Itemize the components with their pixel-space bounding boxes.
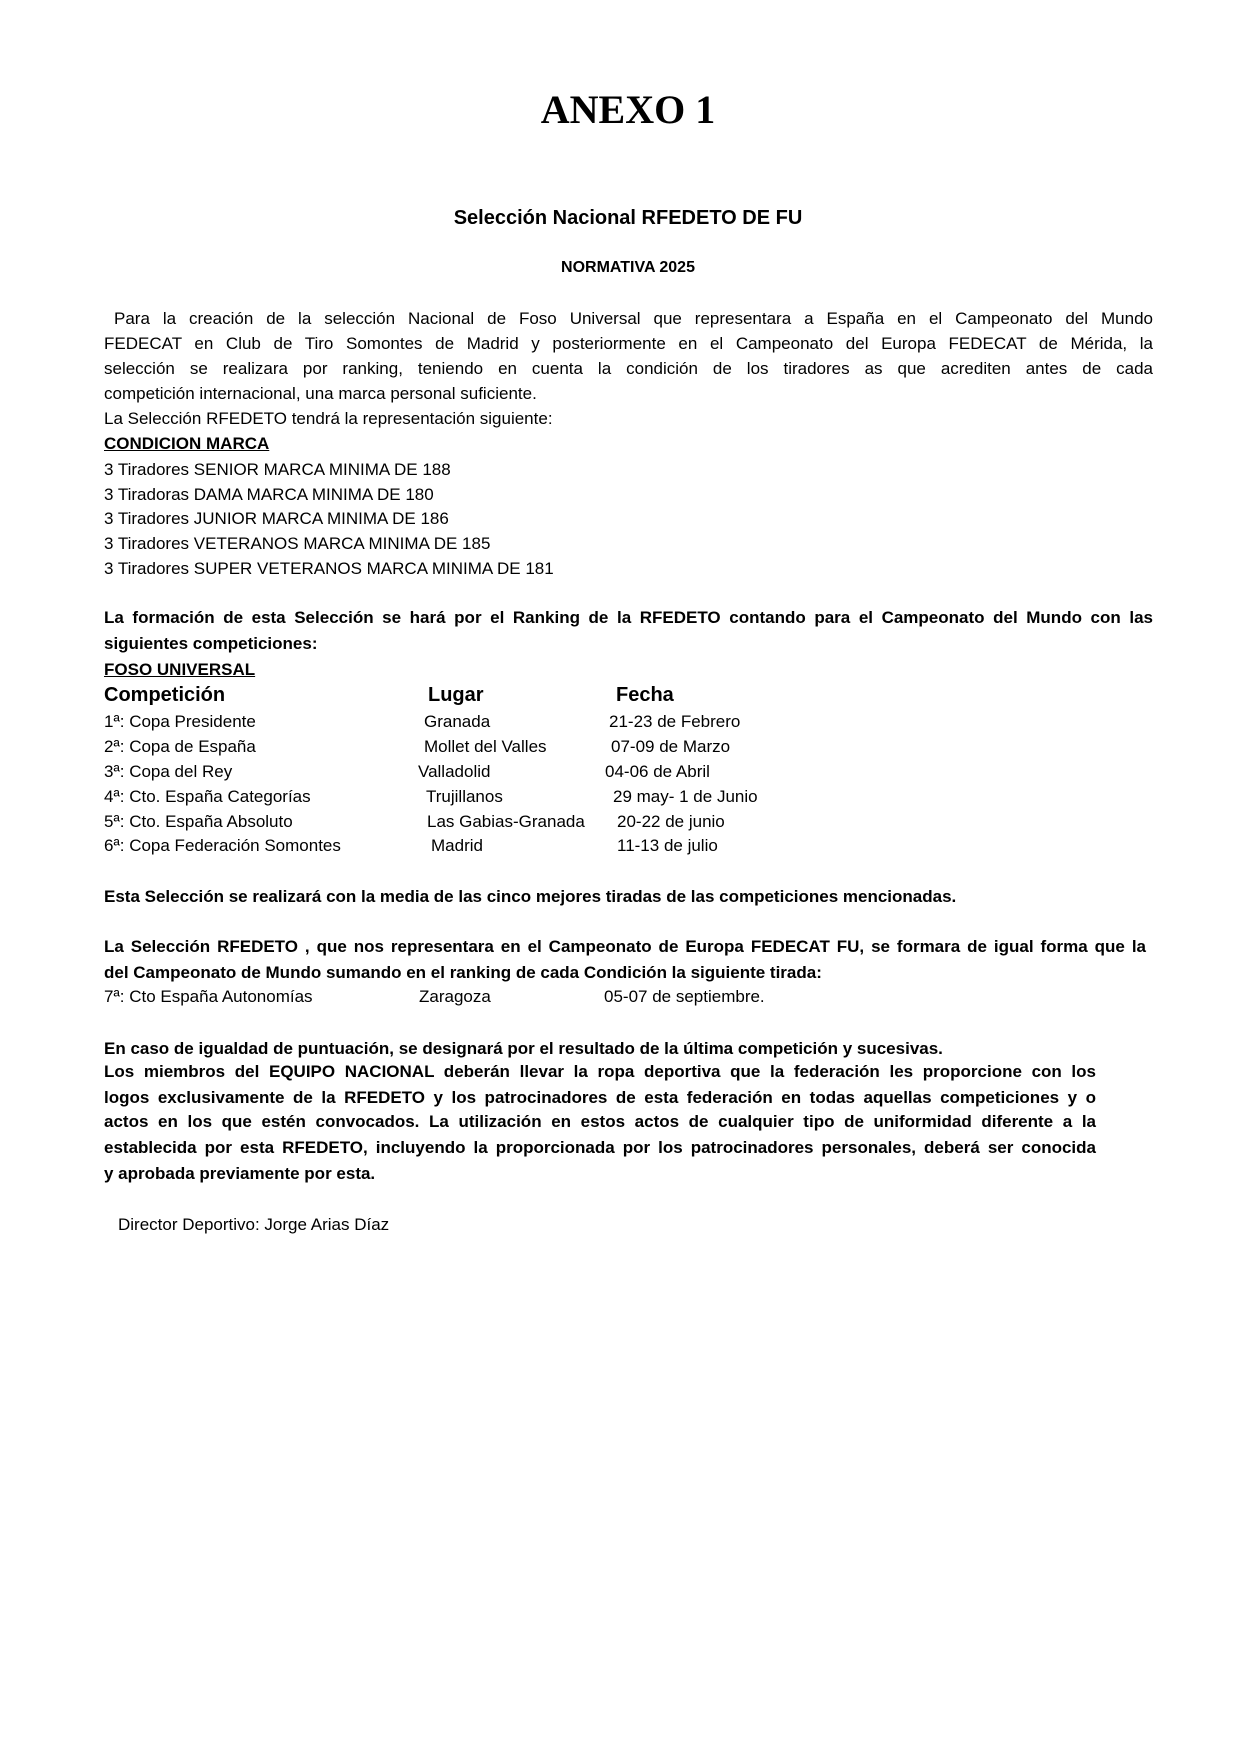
col-header-lugar: Lugar: [428, 684, 484, 706]
cell-lugar: Mollet del Valles: [424, 737, 547, 756]
cell-competicion: 5ª: Cto. España Absoluto: [104, 812, 293, 831]
intro-line: selección se realizara por ranking, teniendo en cuenta la condición de los tiradores as que acrediten antes de cada: [104, 359, 1153, 378]
cell-competicion: 3ª: Copa del Rey: [104, 762, 233, 781]
cell-competicion: 6ª: Copa Federación Somontes: [104, 836, 341, 855]
cell-fecha: 05-07 de septiembre.: [604, 987, 765, 1006]
page-title: ANEXO 1: [540, 87, 716, 132]
condicion-item: 3 Tiradores JUNIOR MARCA MINIMA DE 186: [104, 509, 449, 528]
cell-lugar: Granada: [424, 712, 491, 731]
formacion-line: La formación de esta Selección se hará por el Ranking de la RFEDETO contando para el Campeonato del Mundo con las: [104, 608, 1153, 627]
condicion-item: 3 Tiradores SENIOR MARCA MINIMA DE 188: [104, 460, 451, 479]
cell-fecha: 20-22 de junio: [617, 812, 725, 831]
normativa-heading: NORMATIVA 2025: [561, 259, 695, 276]
equipo-line: establecida por esta RFEDETO, incluyendo la proporcionada por los patrocinadores personales, deberá ser conocida: [104, 1138, 1096, 1157]
cell-competicion: 2ª: Copa de España: [104, 737, 256, 756]
cell-fecha: 11-13 de julio: [617, 836, 718, 855]
foso-heading: FOSO UNIVERSAL: [104, 660, 256, 679]
condicion-item: 3 Tiradores VETERANOS MARCA MINIMA DE 185: [104, 534, 491, 553]
equipo-line: actos en los que estén convocados. La utilización en estos actos de cualquier tipo de uniformidad diferente a la: [104, 1112, 1096, 1131]
equipo-line: logos exclusivamente de la RFEDETO y los patrocinadores de esta federación en todas aquellas competiciones y o: [104, 1088, 1096, 1107]
cell-lugar: Zaragoza: [419, 987, 491, 1006]
director-signature: Director Deportivo: Jorge Arias Díaz: [118, 1215, 390, 1234]
cell-fecha: 21-23 de Febrero: [609, 712, 741, 731]
cell-lugar: Madrid: [431, 836, 483, 855]
cell-lugar: Las Gabias-Granada: [427, 812, 585, 831]
intro-line: Para la creación de la selección Nacional de Foso Universal que representara a España en el Campeonato del Mundo: [114, 309, 1153, 328]
intro-line: competición internacional, una marca personal suficiente.: [104, 384, 537, 403]
cell-competicion: 7ª: Cto España Autonomías: [104, 987, 313, 1006]
cell-fecha: 29 may- 1 de Junio: [613, 787, 758, 806]
cell-lugar: Valladolid: [418, 762, 491, 781]
cell-lugar: Trujillanos: [426, 787, 503, 806]
representation-text: La Selección RFEDETO tendrá la representación siguiente:: [104, 409, 553, 428]
equipo-line: y aprobada previamente por esta.: [104, 1164, 376, 1183]
media-note: Esta Selección se realizará con la media de las cinco mejores tiradas de las competiciones mencionadas.: [104, 887, 957, 906]
col-header-fecha: Fecha: [616, 684, 674, 706]
cell-competicion: 1ª: Copa Presidente: [104, 712, 256, 731]
condicion-heading: CONDICION MARCA: [104, 434, 270, 453]
igualdad-text: En caso de igualdad de puntuación, se designará por el resultado de la última competición y sucesivas.: [104, 1039, 943, 1058]
condicion-item: 3 Tiradoras DAMA MARCA MINIMA DE 180: [104, 485, 434, 504]
condicion-item: 3 Tiradores SUPER VETERANOS MARCA MINIMA DE 181: [104, 559, 554, 578]
equipo-line: Los miembros del EQUIPO NACIONAL deberán llevar la ropa deportiva que la federación les proporcione con los: [104, 1062, 1096, 1081]
cell-fecha: 07-09 de Marzo: [611, 737, 731, 756]
intro-line: FEDECAT en Club de Tiro Somontes de Madrid y posteriormente en el Campeonato del Europa FEDECAT de Mérida, la: [104, 334, 1153, 353]
col-header-competicion: Competición: [104, 684, 226, 706]
europa-line: del Campeonato de Mundo sumando en el ranking de cada Condición la siguiente tirada:: [104, 963, 822, 982]
cell-competicion: 4ª: Cto. España Categorías: [104, 787, 311, 806]
europa-line: La Selección RFEDETO , que nos representara en el Campeonato de Europa FEDECAT FU, se formara de igual forma que la: [104, 937, 1146, 956]
cell-fecha: 04-06 de Abril: [605, 762, 710, 781]
subtitle: Selección Nacional RFEDETO DE FU: [453, 207, 803, 229]
formacion-line: siguientes competiciones:: [104, 634, 318, 653]
